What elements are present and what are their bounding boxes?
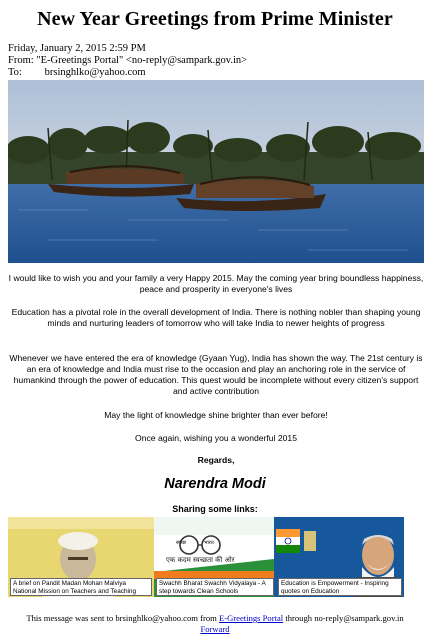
footer-text <box>0 613 430 624</box>
email-date: Friday, January 2, 2015 2:59 PM <box>8 43 146 54</box>
message-paragraph-1: I would like to wish you and your family a very Happy 2015. May the coming year bring boundless happiness, peace and prosperity in everyone's lives <box>8 273 424 294</box>
email-to <box>8 67 146 79</box>
to-value[interactable]: brsinghlko@yahoo.com <box>44 67 146 78</box>
email-subject: New Year Greetings from Prime Minister <box>37 8 393 30</box>
message-paragraph-5: Once again, wishing you a wonderful 2015 <box>135 433 297 443</box>
e-greetings-portal-link[interactable]: E-Greetings Portal <box>218 613 284 623</box>
footer-text-1: This message was sent to brsinghlko@yahoo.com from <box>26 613 219 623</box>
footer-forward <box>0 624 430 635</box>
signature: Narendra Modi <box>164 476 266 492</box>
message-paragraph-3: Whenever we have entered the era of knowledge (Gyaan Yug), India has shown the way. The 21st century is an era of knowledge and India must rise to the occasion and play an anchoring role in the service of humankind through the power of education. This quest would be incomplete without every citizen's support and active contribution <box>9 353 423 396</box>
message-paragraph-2: Education has a pivotal role in the overall development of India. There is nothing nobler than shaping young minds and nurturing leaders of tomorrow who will take India to newer heights of progress <box>11 307 421 328</box>
to-label: To: <box>8 67 22 78</box>
message-paragraph-4: May the light of knowledge shine brighter than ever before! <box>104 410 328 420</box>
forward-link[interactable]: Forward <box>200 624 230 634</box>
swachh-logo-text-1: स्वच्छ <box>176 540 187 546</box>
swachh-logo-text-2: भारत <box>204 540 214 546</box>
from-value[interactable]: "E-Greetings Portal" <no-reply@sampark.gov.in> <box>36 55 248 66</box>
from-label: From: <box>8 55 34 66</box>
hero-image-backwaters <box>8 80 424 263</box>
link-caption-education[interactable]: Education is Empowerment - Inspiring quotes on Education <box>278 578 402 596</box>
email-from <box>8 55 247 67</box>
link-caption-swachh[interactable]: Swachh Bharat Swachh Vidyalaya - A step towards Clean Schools <box>156 578 274 596</box>
regards-text: Regards, <box>197 455 235 465</box>
footer-text-2: through no-reply@sampark.gov.in <box>283 613 404 623</box>
link-caption-malviya[interactable]: A brief on Pandit Madan Mohan Malviya National Mission on Teachers and Teaching <box>10 578 152 596</box>
swachh-tagline: एक कदम स्वच्छता की ओर <box>166 556 235 564</box>
sharing-heading: Sharing some links: <box>172 504 258 514</box>
